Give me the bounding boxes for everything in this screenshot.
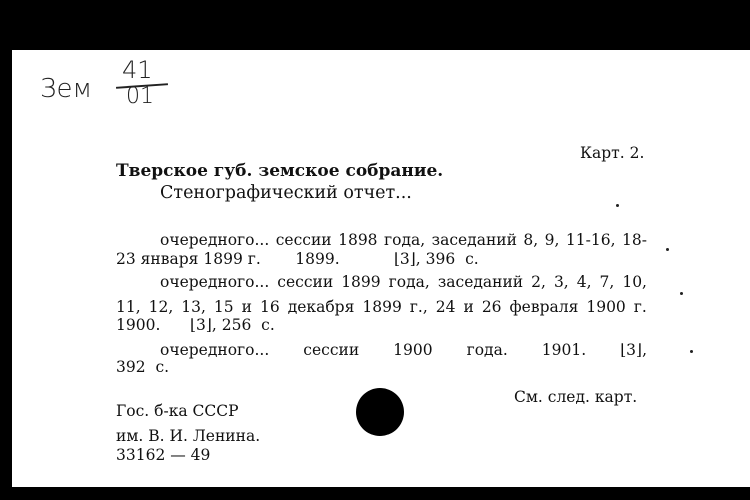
entry-3-line-2: 392 с. [116,358,170,376]
word: 11, [116,298,141,316]
word: очередного... [160,273,270,291]
word: 12, [148,298,174,316]
library-line-1: Гос. б-ка СССР [116,402,239,420]
word: 3, [553,273,569,291]
word: и [463,298,474,316]
word: сессии [303,341,360,359]
word: очередного... [160,231,270,249]
entry-1-line-1 [160,231,647,249]
word: г., [409,298,428,316]
word: 1899 [341,273,381,291]
card-subtitle: Стенографический отчет... [160,183,412,203]
word: 16 [259,298,280,316]
word: 9, [544,231,560,249]
catalog-card [12,50,750,487]
word: заседаний [431,231,517,249]
word: 13, [181,298,206,316]
word: 1901. [541,341,587,359]
word: 7, [599,273,615,291]
word: 11-16, [565,231,616,249]
card-punch-hole [356,388,404,436]
word: сессии [275,231,332,249]
word: 24 [435,298,456,316]
word: г. [633,298,647,316]
word: 1899 [362,298,402,316]
word: 18- [621,231,647,249]
word: февраля [509,298,579,316]
library-line-3: 33162 — 49 [116,446,211,464]
word: заседаний [437,273,524,291]
word: сессии [277,273,334,291]
handwritten-shelf-denominator: 01 [126,84,154,109]
speck [666,248,669,251]
entry-2-line-1 [160,273,647,291]
entry-2-line-3: 1900. ⌊3⌋, 256 с. [116,316,275,334]
word: 10, [622,273,647,291]
speck [690,350,693,353]
word: 4, [576,273,592,291]
card-title: Тверское губ. земское собрание. [116,161,444,181]
word: 1900 [393,341,433,359]
entry-2-line-2 [116,298,647,316]
scan-border [0,487,750,500]
speck [616,204,619,207]
card-number: Карт. 2. [580,144,645,162]
word: года. [466,341,508,359]
word: 2, [531,273,546,291]
word: очередного... [160,341,270,359]
speck [680,292,683,295]
library-line-2: им. В. И. Ленина. [116,427,261,445]
entry-1-line-2: 23 января 1899 г. 1899. ⌊3⌋, 396 с. [116,250,479,268]
word: 15 [213,298,234,316]
handwritten-shelf-prefix: Зем [40,74,93,104]
word: 8, [523,231,539,249]
entry-3-line-1 [160,341,647,359]
word: года, [388,273,430,291]
word: ⌊3⌋, [620,341,647,359]
word: декабря [287,298,355,316]
word: года, [384,231,426,249]
see-next-card: См. след. карт. [514,388,638,406]
word: 1898 [338,231,378,249]
word: 26 [481,298,502,316]
word: и [241,298,252,316]
handwritten-shelf-numerator: 41 [122,56,153,84]
word: 1900 [586,298,626,316]
